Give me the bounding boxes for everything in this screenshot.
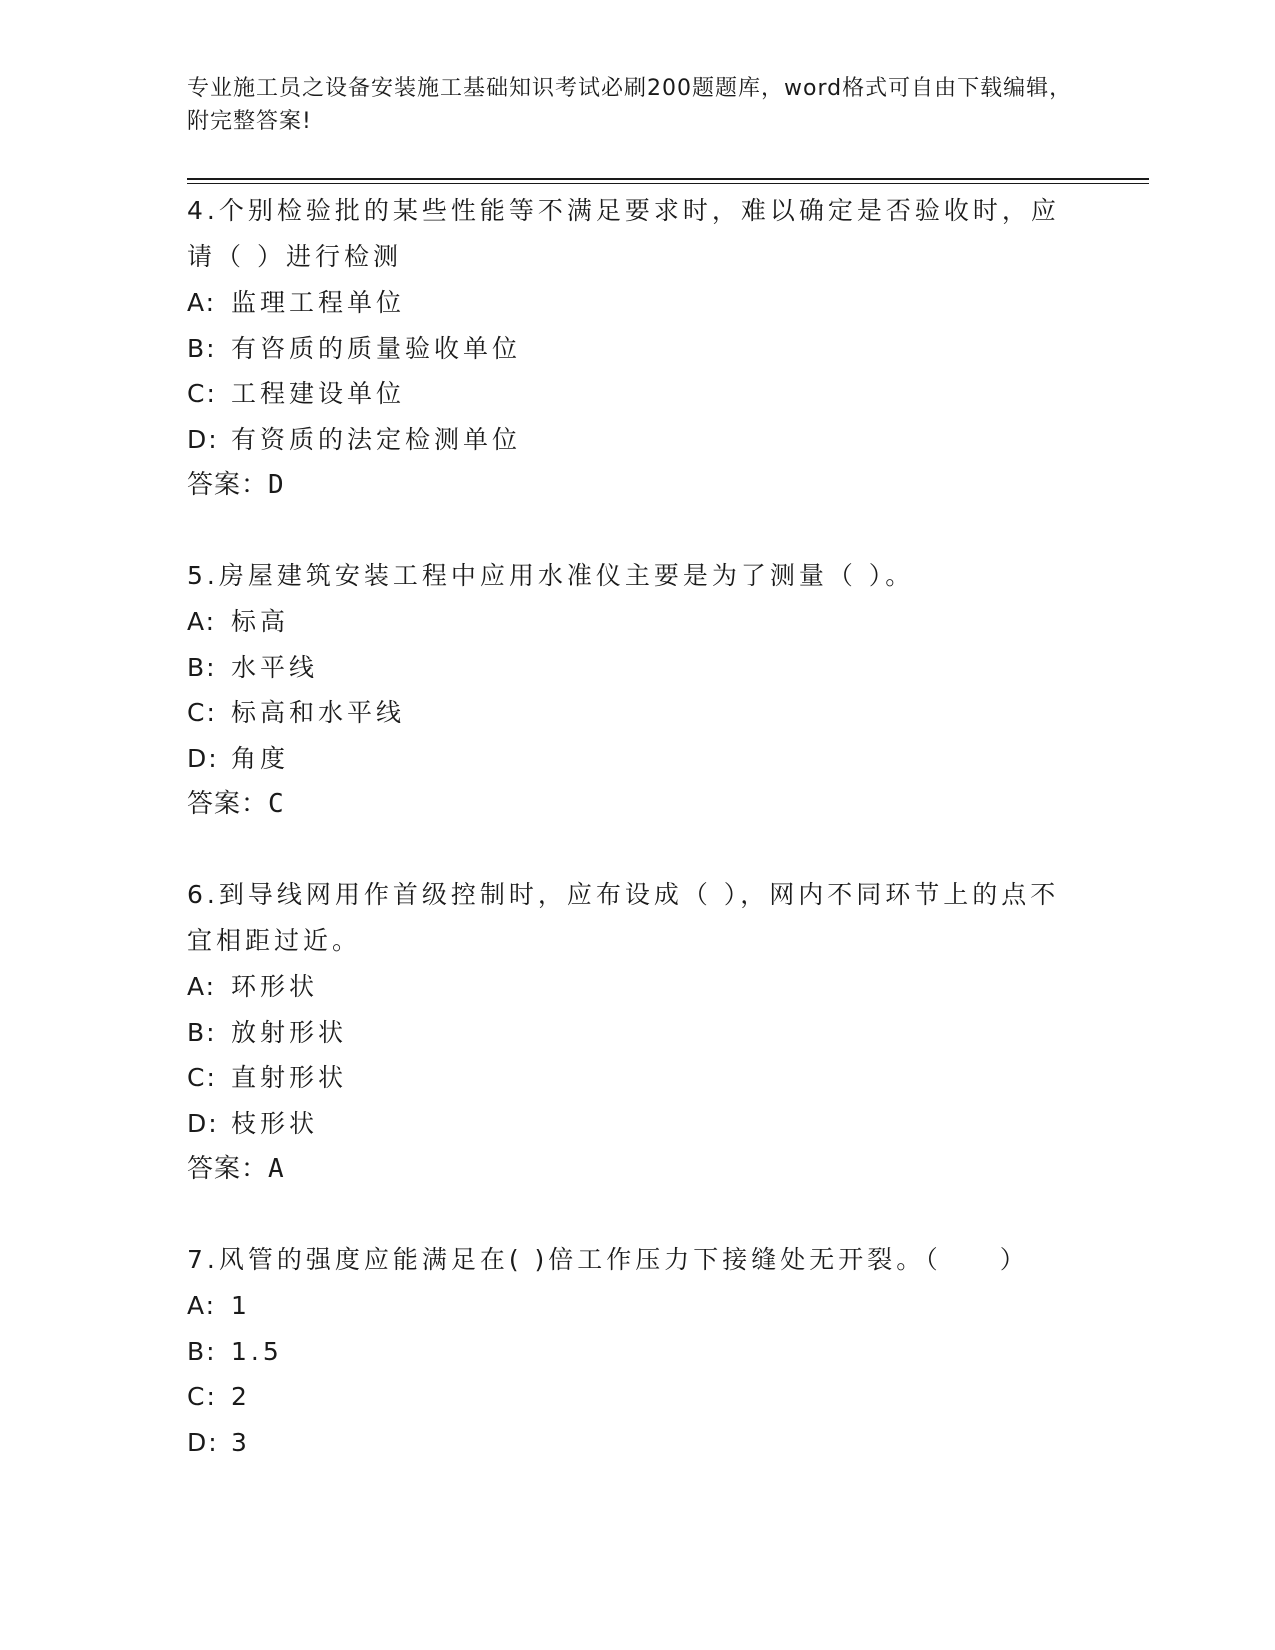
answer	[187, 781, 1087, 827]
option-letter: C:	[187, 698, 217, 727]
option-d	[187, 1420, 1087, 1466]
answer-label: 答案：	[187, 1154, 269, 1184]
option-text: 2	[231, 1382, 251, 1411]
option-text: 直射形状	[231, 1063, 348, 1092]
option-text: 标高和水平线	[231, 698, 406, 727]
option-text: 角度	[231, 743, 290, 773]
question-4	[187, 188, 1087, 508]
option-text: 监理工程单位	[231, 288, 406, 317]
option-letter: B:	[187, 333, 217, 363]
question-6	[187, 872, 1087, 1192]
document-header: 专业施工员之设备安装施工基础知识考试必刷200题题库，word格式可自由下载编辑，附完整答案!	[187, 76, 1073, 134]
question-5	[187, 553, 1087, 827]
option-text: 1	[231, 1291, 251, 1320]
option-text: 工程建设单位	[231, 379, 406, 408]
option-letter: C:	[187, 1382, 217, 1411]
option-letter: A:	[187, 288, 217, 317]
option-letter: D:	[187, 1427, 219, 1457]
option-c	[187, 371, 1087, 417]
answer	[187, 1146, 1087, 1192]
question-text: 5.房屋建筑安装工程中应用水准仪主要是为了测量（ ）。	[187, 561, 915, 590]
option-b	[187, 1329, 1087, 1375]
question-list	[187, 188, 1087, 1510]
option-c	[187, 1055, 1087, 1101]
option-a	[187, 1283, 1087, 1329]
option-letter: A:	[187, 1291, 217, 1320]
option-letter: D:	[187, 1108, 219, 1138]
option-d	[187, 1101, 1087, 1147]
question-7	[187, 1237, 1087, 1465]
option-text: 有咨质的质量验收单位	[231, 333, 522, 363]
option-letter: B:	[187, 652, 217, 682]
answer-value: C	[268, 789, 285, 819]
option-text: 水平线	[231, 652, 319, 682]
option-text: 3	[231, 1427, 251, 1457]
option-b	[187, 326, 1087, 372]
option-letter: A:	[187, 972, 217, 1001]
option-c	[187, 1374, 1087, 1420]
question-text: 4.个别检验批的某些性能等不满足要求时，难以确定是否验收时，应请（ ）进行检测	[187, 196, 1060, 271]
option-letter: C:	[187, 1063, 217, 1092]
option-letter: A:	[187, 607, 217, 636]
option-letter: D:	[187, 424, 219, 454]
answer	[187, 462, 1087, 508]
option-d	[187, 417, 1087, 463]
option-letter: B:	[187, 1336, 217, 1366]
option-a	[187, 280, 1087, 326]
option-text: 标高	[231, 607, 290, 636]
question-text: 6.到导线网用作首级控制时，应布设成（ ），网内不同环节上的点不宜相距过近。	[187, 880, 1060, 955]
option-text: 环形状	[231, 972, 319, 1001]
option-text: 有资质的法定检测单位	[231, 424, 522, 454]
option-a	[187, 599, 1087, 645]
option-letter: D:	[187, 743, 219, 773]
answer-value: D	[268, 470, 285, 500]
option-letter: C:	[187, 379, 217, 408]
option-text: 枝形状	[231, 1108, 319, 1138]
question-text: 7.风管的强度应能满足在( )倍工作压力下接缝处无开裂。（ ）	[187, 1245, 1029, 1274]
option-d	[187, 736, 1087, 782]
option-a	[187, 964, 1087, 1010]
option-letter: B:	[187, 1017, 217, 1047]
header-divider-thick	[187, 178, 1149, 180]
option-text: 1.5	[231, 1336, 283, 1366]
option-text: 放射形状	[231, 1017, 348, 1047]
option-c	[187, 690, 1087, 736]
answer-value: A	[268, 1154, 285, 1184]
header-divider-thin	[187, 183, 1149, 184]
option-b	[187, 1010, 1087, 1056]
option-b	[187, 645, 1087, 691]
answer-label: 答案：	[187, 470, 269, 500]
answer-label: 答案：	[187, 789, 269, 819]
